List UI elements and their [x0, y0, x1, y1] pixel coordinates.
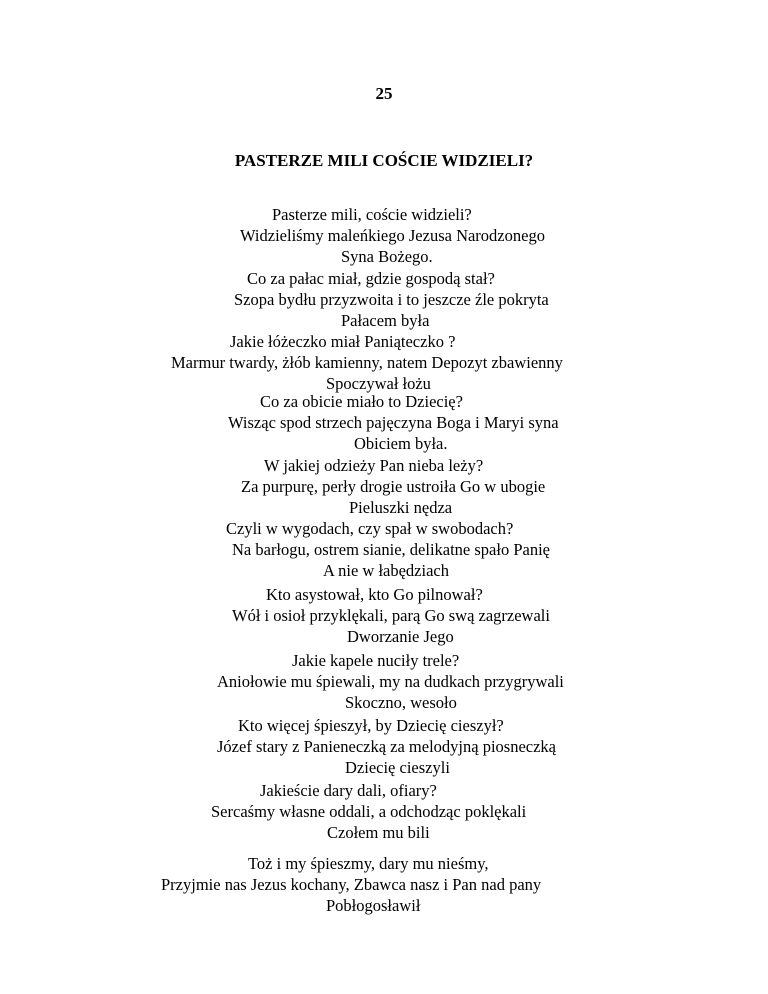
verse-line: Czołem mu bili [327, 823, 430, 842]
verse-line: Pobłogosławił [326, 896, 421, 915]
stanza-9 [0, 780, 768, 843]
verse-line: Wisząc spod strzech pajęczyna Boga i Maryi syna [228, 413, 559, 432]
verse-line: Co za pałac miał, gdzie gospodą stał? [247, 269, 495, 288]
verse-line: Józef stary z Panieneczką za melodyjną piosneczką [217, 737, 557, 756]
stanza-2 [0, 268, 768, 394]
verse-line: Kto asystował, kto Go pilnował? [266, 585, 483, 604]
verse-line: Na barłogu, ostrem sianie, delikatne spało Panię [232, 540, 550, 559]
verse-line: A nie w łabędziach [323, 561, 449, 580]
stanza-8 [0, 715, 768, 778]
verse-line: Kto więcej śpieszył, by Dziecię cieszył? [238, 716, 504, 735]
stanza-1 [0, 204, 768, 267]
verse-line: Wół i osioł przyklękali, parą Go swą zagrzewali [232, 606, 550, 625]
verse-line: Jakieście dary dali, ofiary? [260, 781, 437, 800]
verse-line: Pałacem była [341, 311, 430, 330]
verse-line: Aniołowie mu śpiewali, my na dudkach przygrywali [217, 672, 564, 691]
verse-line: Za purpurę, perły drogie ustroiła Go w ubogie [241, 477, 546, 496]
stanza-10 [0, 853, 768, 916]
page-number: 25 [375, 84, 393, 103]
verse-line: Dziecię cieszyli [345, 758, 450, 777]
verse-line: Czyli w wygodach, czy spał w swobodach? [226, 519, 514, 538]
verse-line: Skoczno, wesoło [345, 693, 457, 712]
verse-line: Marmur twardy, żłób kamienny, natem Depozyt zbawienny [171, 353, 563, 372]
verse-line: Dworzanie Jego [347, 627, 454, 646]
verse-line: Syna Bożego. [341, 247, 433, 266]
verse-line: Szopa bydłu przyzwoita i to jeszcze źle pokryta [234, 290, 549, 309]
verse-line: Przyjmie nas Jezus kochany, Zbawca nasz i Pan nad pany [161, 875, 542, 894]
verse-line: Obiciem była. [354, 434, 448, 453]
verse-line: Jakie kapele nuciły trele? [292, 651, 460, 670]
verse-line: Pieluszki nędza [349, 498, 453, 517]
verse-line: Pasterze mili, coście widzieli? [272, 205, 472, 224]
verse-line: Co za obicie miało to Dziecię? [260, 392, 463, 411]
stanza-6 [0, 584, 768, 647]
verse-line: Jakie łóżeczko miał Paniąteczko ? [230, 332, 456, 351]
stanza-4 [0, 455, 768, 518]
song-title: PASTERZE MILI COŚCIE WIDZIELI? [234, 151, 534, 170]
verse-line: Spoczywał łożu [326, 374, 431, 393]
stanza-7 [0, 650, 768, 713]
stanza-3 [0, 391, 768, 454]
verse-line: Widzieliśmy maleńkiego Jezusa Narodzonego [240, 226, 545, 245]
stanza-5 [0, 518, 768, 581]
verse-line: Toż i my śpieszmy, dary mu nieśmy, [248, 854, 489, 873]
verse-line: Sercaśmy własne oddali, a odchodząc poklękali [211, 802, 527, 821]
verse-line: W jakiej odzieży Pan nieba leży? [264, 456, 484, 475]
